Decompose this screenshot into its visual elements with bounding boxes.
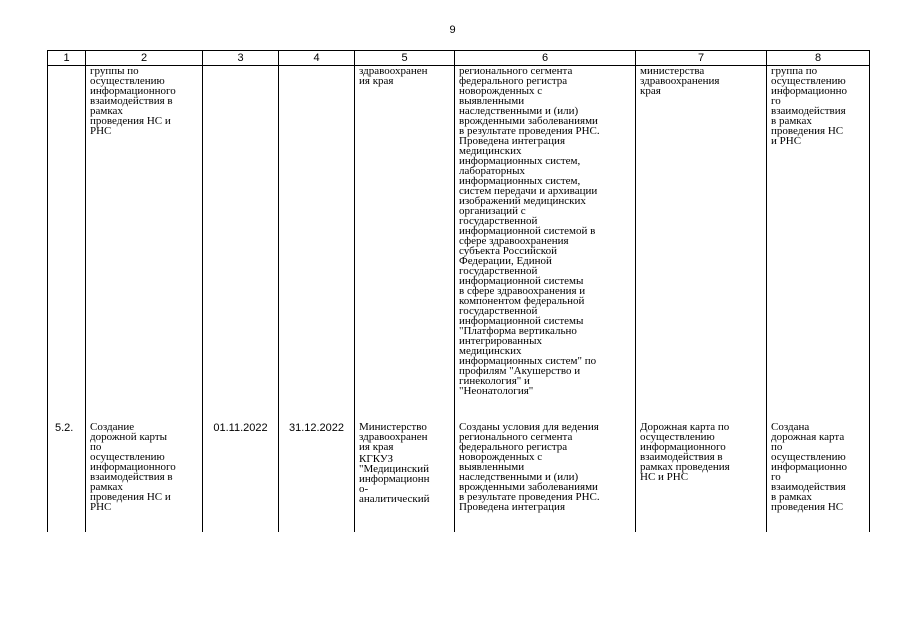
- cell-outcome: группа по осуществлению информационно го взаимодействия в рамках проведения НС и РНС: [767, 66, 870, 419]
- header-col-7: 7: [636, 51, 767, 66]
- cell-start-date: 01.11.2022: [203, 418, 279, 532]
- cell-responsible: здравоохранен ия края: [355, 66, 455, 419]
- cell-end-date: 31.12.2022: [279, 418, 355, 532]
- cell-end-date: [279, 66, 355, 419]
- header-col-3: 3: [203, 51, 279, 66]
- cell-start-date: [203, 66, 279, 419]
- cell-document: министерства здравоохранения края: [636, 66, 767, 419]
- responsible-primary: Министерство здравоохранен ия края: [359, 421, 428, 453]
- cell-responsible: [355, 418, 455, 532]
- header-col-1: 1: [48, 51, 86, 66]
- cell-document: Дорожная карта по осуществлению информационного взаимодействия в рамках проведения НС и РНС: [636, 418, 767, 532]
- cell-number: [48, 66, 86, 419]
- responsible-secondary: КГКУЗ "Медицинский информационн о- аналитический: [359, 453, 430, 505]
- cell-outcome: Создана дорожная карта по осуществлению информационно го взаимодействия в рамках проведения НС: [767, 418, 870, 532]
- page-number: 9: [449, 24, 456, 36]
- cell-result: Созданы условия для ведения регионального сегмента федерального регистра новорожденных с выявленными наследственными и (или) врожденными заболеваниями в результате проведения РНС. Проведена интеграция: [455, 418, 636, 532]
- header-col-8: 8: [767, 51, 870, 66]
- cell-number: 5.2.: [48, 418, 86, 532]
- cell-result: регионального сегмента федерального регистра новорожденных с выявленными наследственными и (или) врожденными заболеваниями в результате проведения РНС. Проведена интеграция медицинских информационных систем, лабораторных информационных систем, систем передачи и архивации изображений медицинских организаций с государственной информационной системой в сфере здравоохранения субъекта Российской Федерации, Единой государственной информационной системы в сфере здравоохранения и компонентом федеральной государственной информационной системы "Платформа вертикально интегрированных медицинских информационных систем" по профилям "Акушерство и гинекология" и "Неонатология": [455, 66, 636, 419]
- header-col-2: 2: [86, 51, 203, 66]
- cell-activity: Создание дорожной карты по осуществлению информационного взаимодействия в рамках проведения НС и РНС: [86, 418, 203, 532]
- table-header-row: [48, 51, 870, 66]
- table-row-5-2: [48, 418, 870, 532]
- cell-activity: группы по осуществлению информационного взаимодействия в рамках проведения НС и РНС: [86, 66, 203, 419]
- header-col-6: 6: [455, 51, 636, 66]
- header-col-4: 4: [279, 51, 355, 66]
- table-row-continuation: [48, 66, 870, 419]
- plan-table: [47, 50, 870, 532]
- header-col-5: 5: [355, 51, 455, 66]
